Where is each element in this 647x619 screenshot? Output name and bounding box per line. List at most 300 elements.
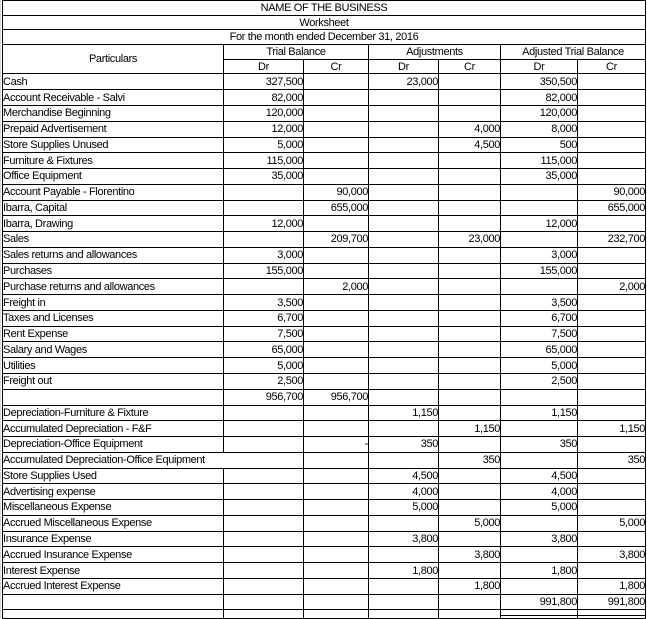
atb-dr-cell[interactable] (501, 184, 578, 200)
atb-cr-cell[interactable] (578, 295, 646, 311)
adj-dr-cell[interactable] (369, 200, 439, 216)
tb-dr-cell[interactable]: 12,000 (224, 121, 304, 137)
particulars-cell[interactable]: Purchases (3, 263, 224, 279)
tb-cr-cell[interactable] (304, 373, 369, 389)
tb-cr-cell[interactable] (304, 137, 369, 153)
account-row (3, 405, 646, 421)
tb-cr-cell[interactable] (304, 531, 369, 547)
particulars-cell[interactable]: Accumulated Depreciation-Office Equipment (3, 452, 304, 468)
particulars-cell[interactable]: Store Supplies Used (3, 468, 224, 484)
particulars-cell[interactable]: Sales (3, 232, 224, 248)
adj-cr-cell[interactable] (439, 468, 501, 484)
adj-dr-cell[interactable] (369, 421, 439, 437)
particulars-cell[interactable]: Store Supplies Unused (3, 137, 224, 153)
account-row (3, 263, 646, 279)
atb-cr-cell[interactable]: 655,000 (578, 200, 646, 216)
tb-cr-cell[interactable] (304, 90, 369, 106)
adj-cr-cell[interactable] (439, 279, 501, 295)
account-row (3, 153, 646, 169)
account-row (3, 326, 646, 342)
sheet-left-gutter (0, 0, 1, 619)
report-title-cell[interactable]: Worksheet (3, 15, 646, 30)
atb-dr-cell[interactable]: 12,000 (501, 216, 578, 232)
adj-cr-cell[interactable]: 1,800 (439, 578, 501, 594)
adj-cr-cell[interactable] (439, 389, 501, 405)
account-row (3, 295, 646, 311)
particulars-cell[interactable]: Accrued Insurance Expense (3, 547, 224, 563)
atb-cr-cell[interactable] (578, 121, 646, 137)
adj-cr-cell[interactable]: 1,150 (439, 421, 501, 437)
adj-cr-cell[interactable] (439, 216, 501, 232)
atb-dr-cell[interactable]: 8,000 (501, 121, 578, 137)
adj-dr-cell[interactable] (369, 389, 439, 405)
atb-dr-cell[interactable]: 5,000 (501, 500, 578, 516)
tb-dr-header[interactable]: Dr (224, 59, 304, 74)
atb-cr-header[interactable]: Cr (578, 59, 646, 74)
tb-dr-cell[interactable] (224, 484, 304, 500)
tb-cr-cell[interactable] (304, 153, 369, 169)
atb-cr-cell[interactable] (578, 153, 646, 169)
particulars-cell[interactable] (3, 389, 224, 405)
atb-cr-cell[interactable]: 1,150 (578, 421, 646, 437)
particulars-cell[interactable]: Furniture & Fixtures (3, 153, 224, 169)
tb-cr-cell[interactable]: - (304, 437, 369, 453)
tb-dr-cell[interactable]: 82,000 (224, 90, 304, 106)
particulars-cell[interactable]: Account Payable - Florentino (3, 184, 224, 200)
atb-cr-cell[interactable] (578, 373, 646, 389)
business-name-cell[interactable]: NAME OF THE BUSINESS (3, 1, 646, 16)
adj-dr-cell[interactable]: 5,000 (369, 500, 439, 516)
particulars-cell[interactable]: Accumulated Depreciation - F&F (3, 421, 224, 437)
atb-dr-cell[interactable]: 120,000 (501, 105, 578, 121)
adj-cr-cell[interactable] (439, 342, 501, 358)
account-row (3, 437, 646, 453)
atb-cr-cell[interactable]: 5,000 (578, 515, 646, 531)
adj-dr-cell[interactable] (369, 547, 439, 563)
atb-cr-cell[interactable] (578, 342, 646, 358)
atb-dr-cell[interactable]: 7,500 (501, 326, 578, 342)
tb-dr-cell[interactable] (224, 184, 304, 200)
adj-cr-header[interactable]: Cr (439, 59, 501, 74)
tb-cr-cell[interactable]: 2,000 (304, 279, 369, 295)
particulars-cell[interactable]: Freight out (3, 373, 224, 389)
atb-dr-cell[interactable] (501, 547, 578, 563)
adj-dr-cell[interactable] (369, 184, 439, 200)
atb-cr-cell[interactable] (578, 263, 646, 279)
tb-dr-cell[interactable] (224, 500, 304, 516)
adj-cr-cell[interactable] (439, 295, 501, 311)
atb-dr-cell[interactable] (501, 578, 578, 594)
atb-cr-cell[interactable] (578, 531, 646, 547)
atb-cr-cell[interactable] (578, 90, 646, 106)
atb-dr-cell[interactable] (501, 610, 578, 619)
tb-dr-cell[interactable]: 327,500 (224, 74, 304, 90)
particulars-cell[interactable]: Ibarra, Capital (3, 200, 224, 216)
period-cell[interactable]: For the month ended December 31, 2016 (3, 30, 646, 45)
atb-cr-cell[interactable] (578, 500, 646, 516)
atb-cr-cell[interactable] (578, 468, 646, 484)
tb-cr-cell[interactable] (304, 295, 369, 311)
particulars-cell[interactable]: Freight in (3, 295, 224, 311)
account-row (3, 563, 646, 579)
account-row (3, 468, 646, 484)
tb-cr-cell[interactable] (304, 547, 369, 563)
adj-dr-cell[interactable] (369, 310, 439, 326)
particulars-cell[interactable] (3, 594, 224, 610)
tb-cr-cell[interactable] (304, 326, 369, 342)
adj-cr-cell[interactable] (439, 153, 501, 169)
adj-cr-cell[interactable]: 3,800 (439, 547, 501, 563)
account-row (3, 169, 646, 185)
particulars-cell[interactable]: Interest Expense (3, 563, 224, 579)
tb-dr-cell[interactable] (224, 421, 304, 437)
atb-cr-cell[interactable] (578, 169, 646, 185)
tb-dr-cell[interactable] (224, 531, 304, 547)
atb-dr-cell[interactable]: 82,000 (501, 90, 578, 106)
account-row (3, 247, 646, 263)
adj-cr-cell[interactable] (439, 484, 501, 500)
tb-cr-cell[interactable] (304, 105, 369, 121)
atb-cr-cell[interactable]: 350 (578, 452, 646, 468)
tb-dr-cell[interactable]: 120,000 (224, 105, 304, 121)
account-row (3, 578, 646, 594)
atb-dr-cell[interactable]: 1,150 (501, 405, 578, 421)
atb-dr-cell[interactable]: 115,000 (501, 153, 578, 169)
title-row-report-title (3, 15, 646, 30)
atb-cr-cell[interactable] (578, 389, 646, 405)
adj-cr-cell[interactable] (439, 500, 501, 516)
total-row (3, 389, 646, 405)
particulars-cell[interactable]: Rent Expense (3, 326, 224, 342)
atb-cr-cell[interactable] (578, 216, 646, 232)
adj-cr-cell[interactable]: 23,000 (439, 232, 501, 248)
atb-cr-cell[interactable] (578, 563, 646, 579)
tb-dr-cell[interactable] (224, 405, 304, 421)
tb-cr-cell[interactable] (304, 578, 369, 594)
adjusted-trial-balance-header[interactable]: Adjusted Trial Balance (501, 45, 646, 60)
tb-cr-cell[interactable] (304, 484, 369, 500)
atb-cr-cell[interactable]: 3,800 (578, 547, 646, 563)
atb-dr-cell[interactable]: 991,800 (501, 594, 578, 610)
worksheet-table (2, 0, 646, 619)
adj-cr-cell[interactable]: 4,500 (439, 137, 501, 153)
tb-cr-cell[interactable] (304, 405, 369, 421)
account-row (3, 547, 646, 563)
adj-dr-cell[interactable] (369, 373, 439, 389)
adj-dr-cell[interactable]: 23,000 (369, 74, 439, 90)
tb-dr-cell[interactable] (224, 232, 304, 248)
tb-dr-cell[interactable]: 5,000 (224, 358, 304, 374)
atb-dr-cell[interactable]: 35,000 (501, 169, 578, 185)
tb-dr-cell[interactable]: 115,000 (224, 153, 304, 169)
account-row (3, 137, 646, 153)
adj-dr-cell[interactable]: 4,500 (369, 468, 439, 484)
adj-dr-cell[interactable] (369, 326, 439, 342)
adj-dr-cell[interactable]: 1,800 (369, 563, 439, 579)
atb-dr-cell[interactable]: 350,500 (501, 74, 578, 90)
tb-cr-cell[interactable]: 956,700 (304, 389, 369, 405)
adj-dr-cell[interactable] (369, 263, 439, 279)
adj-cr-cell[interactable]: 4,000 (439, 121, 501, 137)
tb-dr-cell[interactable]: 3,500 (224, 295, 304, 311)
tb-dr-cell[interactable]: 5,000 (224, 137, 304, 153)
adj-dr-cell[interactable] (369, 295, 439, 311)
atb-cr-cell[interactable] (578, 74, 646, 90)
tb-dr-cell[interactable]: 6,700 (224, 310, 304, 326)
atb-dr-cell[interactable]: 3,800 (501, 531, 578, 547)
atb-dr-cell[interactable]: 5,000 (501, 358, 578, 374)
atb-dr-cell[interactable]: 2,500 (501, 373, 578, 389)
tb-cr-cell[interactable] (304, 74, 369, 90)
tb-cr-cell[interactable] (304, 342, 369, 358)
tb-cr-cell[interactable] (304, 594, 369, 610)
adj-cr-cell[interactable]: 5,000 (439, 515, 501, 531)
adj-cr-cell[interactable] (439, 563, 501, 579)
atb-dr-cell[interactable]: 3,000 (501, 247, 578, 263)
worksheet-body (3, 74, 646, 619)
title-row-period (3, 30, 646, 45)
tb-dr-cell[interactable]: 35,000 (224, 169, 304, 185)
tb-dr-cell[interactable] (224, 594, 304, 610)
atb-dr-cell[interactable]: 3,500 (501, 295, 578, 311)
adj-cr-cell[interactable] (439, 373, 501, 389)
atb-dr-cell[interactable]: 500 (501, 137, 578, 153)
adj-dr-cell[interactable] (369, 578, 439, 594)
atb-dr-cell[interactable] (501, 515, 578, 531)
tb-cr-cell[interactable] (304, 610, 369, 619)
adj-cr-cell[interactable] (439, 200, 501, 216)
adj-cr-cell[interactable] (439, 405, 501, 421)
adj-dr-cell[interactable] (369, 515, 439, 531)
particulars-header[interactable]: Particulars (3, 45, 224, 74)
adj-dr-cell[interactable] (369, 169, 439, 185)
atb-dr-cell[interactable] (501, 452, 578, 468)
adj-dr-cell[interactable]: 3,800 (369, 531, 439, 547)
adj-dr-cell[interactable] (369, 105, 439, 121)
atb-dr-cell[interactable]: 4,500 (501, 468, 578, 484)
tb-cr-cell[interactable] (304, 263, 369, 279)
particulars-cell[interactable]: Accrued Interest Expense (3, 578, 224, 594)
adj-dr-cell[interactable] (369, 137, 439, 153)
atb-cr-cell[interactable]: 232,700 (578, 232, 646, 248)
particulars-cell[interactable]: Prepaid Advertisement (3, 121, 224, 137)
atb-cr-cell[interactable] (578, 610, 646, 619)
particulars-cell[interactable]: Utilities (3, 358, 224, 374)
atb-dr-cell[interactable] (501, 200, 578, 216)
atb-dr-cell[interactable]: 4,000 (501, 484, 578, 500)
adj-cr-cell[interactable] (439, 169, 501, 185)
adj-dr-cell[interactable] (369, 279, 439, 295)
particulars-cell[interactable] (3, 610, 224, 619)
partial-row (3, 610, 646, 619)
adj-cr-cell[interactable] (439, 437, 501, 453)
tb-dr-cell[interactable]: 3,000 (224, 247, 304, 263)
particulars-cell[interactable]: Purchase returns and allowances (3, 279, 224, 295)
adjustments-header[interactable]: Adjustments (369, 45, 501, 60)
atb-dr-cell[interactable] (501, 232, 578, 248)
tb-cr-cell[interactable] (304, 216, 369, 232)
particulars-cell[interactable]: Merchandise Beginning (3, 105, 224, 121)
tb-cr-cell[interactable] (304, 247, 369, 263)
tb-dr-cell[interactable]: 12,000 (224, 216, 304, 232)
tb-cr-cell[interactable]: 655,000 (304, 200, 369, 216)
adj-cr-cell[interactable] (439, 310, 501, 326)
particulars-cell[interactable]: Sales returns and allowances (3, 247, 224, 263)
tb-cr-cell[interactable] (304, 121, 369, 137)
tb-dr-cell[interactable] (224, 279, 304, 295)
adj-dr-cell[interactable] (369, 153, 439, 169)
account-row (3, 105, 646, 121)
adj-cr-cell[interactable] (439, 74, 501, 90)
atb-cr-cell[interactable] (578, 247, 646, 263)
particulars-cell[interactable]: Advertising expense (3, 484, 224, 500)
trial-balance-header[interactable]: Trial Balance (224, 45, 369, 60)
tb-dr-cell[interactable] (224, 515, 304, 531)
adj-dr-cell[interactable]: 350 (369, 437, 439, 453)
adj-dr-header[interactable]: Dr (369, 59, 439, 74)
adj-dr-cell[interactable] (369, 232, 439, 248)
adj-cr-cell[interactable] (439, 358, 501, 374)
atb-cr-cell[interactable] (578, 105, 646, 121)
particulars-cell[interactable]: Depreciation-Office Equipment (3, 437, 224, 453)
adj-cr-cell[interactable] (439, 531, 501, 547)
atb-cr-cell[interactable] (578, 484, 646, 500)
tb-dr-cell[interactable] (224, 468, 304, 484)
atb-dr-cell[interactable]: 65,000 (501, 342, 578, 358)
account-row (3, 452, 646, 468)
adj-dr-cell[interactable] (369, 121, 439, 137)
atb-cr-cell[interactable] (578, 437, 646, 453)
atb-cr-cell[interactable] (578, 310, 646, 326)
adj-dr-cell[interactable]: 1,150 (369, 405, 439, 421)
tb-cr-cell[interactable] (304, 358, 369, 374)
adj-cr-cell[interactable] (439, 326, 501, 342)
adj-dr-cell[interactable] (369, 594, 439, 610)
particulars-cell[interactable]: Taxes and Licenses (3, 310, 224, 326)
account-row (3, 232, 646, 248)
atb-dr-cell[interactable]: 350 (501, 437, 578, 453)
account-row (3, 531, 646, 547)
account-row (3, 500, 646, 516)
atb-dr-cell[interactable] (501, 279, 578, 295)
account-row (3, 358, 646, 374)
adj-dr-cell[interactable] (369, 247, 439, 263)
atb-dr-cell[interactable]: 6,700 (501, 310, 578, 326)
double-rule (578, 615, 645, 616)
tb-cr-cell[interactable] (304, 468, 369, 484)
account-row (3, 515, 646, 531)
account-row (3, 484, 646, 500)
tb-dr-cell[interactable]: 155,000 (224, 263, 304, 279)
account-row (3, 310, 646, 326)
particulars-cell[interactable]: Miscellaneous Expense (3, 500, 224, 516)
atb-dr-cell[interactable]: 155,000 (501, 263, 578, 279)
adj-cr-cell[interactable] (439, 263, 501, 279)
particulars-cell[interactable]: Office Equipment (3, 169, 224, 185)
tb-cr-cell[interactable]: 209,700 (304, 232, 369, 248)
tb-dr-cell[interactable] (224, 200, 304, 216)
tb-cr-cell[interactable] (304, 421, 369, 437)
adj-dr-cell[interactable] (369, 452, 439, 468)
account-row (3, 216, 646, 232)
tb-cr-cell[interactable] (304, 563, 369, 579)
tb-dr-cell[interactable] (224, 578, 304, 594)
adj-cr-cell[interactable] (439, 90, 501, 106)
tb-dr-cell[interactable] (224, 547, 304, 563)
tb-cr-cell[interactable] (304, 310, 369, 326)
account-row (3, 373, 646, 389)
column-group-header-row (3, 45, 646, 60)
account-row (3, 200, 646, 216)
account-row (3, 342, 646, 358)
tb-cr-cell[interactable] (304, 452, 369, 468)
adj-cr-cell[interactable] (439, 184, 501, 200)
tb-cr-header[interactable]: Cr (304, 59, 369, 74)
adj-cr-cell[interactable] (439, 610, 501, 619)
tb-cr-cell[interactable] (304, 515, 369, 531)
adj-dr-cell[interactable] (369, 90, 439, 106)
atb-cr-cell[interactable]: 2,000 (578, 279, 646, 295)
tb-cr-cell[interactable] (304, 169, 369, 185)
adj-dr-cell[interactable] (369, 358, 439, 374)
account-row (3, 90, 646, 106)
double-rule (501, 615, 577, 616)
tb-dr-cell[interactable]: 2,500 (224, 373, 304, 389)
particulars-cell[interactable]: Cash (3, 74, 224, 90)
tb-dr-cell[interactable] (224, 437, 304, 453)
account-row (3, 74, 646, 90)
atb-cr-cell[interactable] (578, 137, 646, 153)
atb-cr-cell[interactable]: 90,000 (578, 184, 646, 200)
adj-cr-cell[interactable] (439, 105, 501, 121)
atb-dr-cell[interactable]: 1,800 (501, 563, 578, 579)
atb-cr-cell[interactable] (578, 358, 646, 374)
tb-dr-cell[interactable]: 956,700 (224, 389, 304, 405)
tb-cr-cell[interactable]: 90,000 (304, 184, 369, 200)
tb-cr-cell[interactable] (304, 500, 369, 516)
particulars-cell[interactable]: Insurance Expense (3, 531, 224, 547)
tb-dr-cell[interactable] (224, 563, 304, 579)
adj-dr-cell[interactable] (369, 216, 439, 232)
atb-cr-cell[interactable]: 991,800 (578, 594, 646, 610)
account-row (3, 121, 646, 137)
particulars-cell[interactable]: Accrued Miscellaneous Expense (3, 515, 224, 531)
total-row (3, 594, 646, 610)
adj-cr-cell[interactable] (439, 594, 501, 610)
adj-cr-cell[interactable] (439, 247, 501, 263)
particulars-cell[interactable]: Account Receivable - Salvi (3, 90, 224, 106)
account-row (3, 421, 646, 437)
title-row-business-name (3, 1, 646, 16)
adj-dr-cell[interactable]: 4,000 (369, 484, 439, 500)
adj-cr-cell[interactable]: 350 (439, 452, 501, 468)
atb-dr-header[interactable]: Dr (501, 59, 578, 74)
atb-cr-cell[interactable] (578, 326, 646, 342)
adj-dr-cell[interactable] (369, 610, 439, 619)
tb-dr-cell[interactable] (224, 610, 304, 619)
atb-cr-cell[interactable]: 1,800 (578, 578, 646, 594)
tb-dr-cell[interactable]: 7,500 (224, 326, 304, 342)
account-row (3, 279, 646, 295)
atb-dr-cell[interactable] (501, 421, 578, 437)
particulars-cell[interactable]: Ibarra, Drawing (3, 216, 224, 232)
particulars-cell[interactable]: Depreciation-Furniture & Fixture (3, 405, 224, 421)
particulars-cell[interactable]: Salary and Wages (3, 342, 224, 358)
atb-dr-cell[interactable] (501, 389, 578, 405)
tb-dr-cell[interactable]: 65,000 (224, 342, 304, 358)
atb-cr-cell[interactable] (578, 405, 646, 421)
adj-dr-cell[interactable] (369, 342, 439, 358)
